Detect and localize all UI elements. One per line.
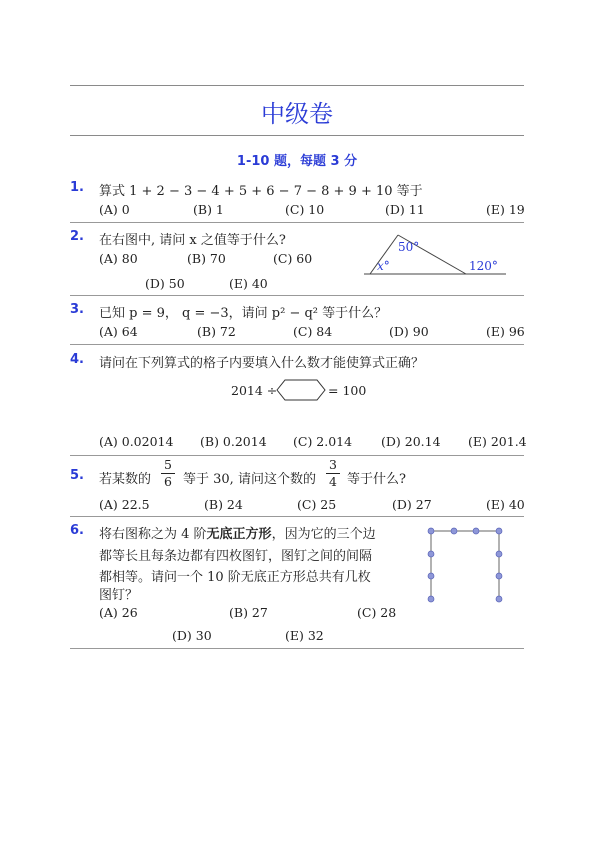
q4-option-b: (B) 0.2014 (200, 434, 267, 449)
q4-equation-right: = 100 (328, 383, 367, 398)
q1-text: 算式 1 + 2 − 3 − 4 + 5 + 6 − 7 − 8 + 9 + 10 等于 (99, 184, 423, 199)
page-title: 中级卷 (261, 100, 333, 128)
q3-option-a: (A) 64 (99, 324, 138, 339)
q1-option-d: (D) 11 (385, 202, 425, 217)
q1-option-a: (A) 0 (99, 202, 130, 217)
q6-number: 6. (70, 523, 84, 538)
title-rule (70, 135, 524, 136)
fraction-denominator: 4 (329, 474, 337, 489)
q6-line-4: 图钉？ (99, 588, 139, 603)
angle-x-label: x° (377, 259, 390, 273)
q5-option-b: (B) 24 (204, 497, 243, 512)
separator (70, 344, 524, 345)
q2-number: 2. (70, 229, 84, 244)
q3-text: 已知 p = 9， q = −3，请问 p² − q² 等于什么？ (99, 306, 388, 321)
q4-number: 4. (70, 352, 84, 367)
q1-option-c: (C) 10 (285, 202, 325, 217)
fraction-numerator: 3 (329, 457, 337, 472)
triangle-figure (362, 228, 522, 288)
q3-option-b: (B) 72 (197, 324, 236, 339)
q1-number: 1. (70, 180, 84, 195)
section-header: 1-10 题，每题 3 分 (236, 154, 358, 169)
q6-term-bold: 无底正方形 (206, 527, 272, 542)
separator (70, 295, 524, 296)
answer-box (276, 379, 326, 401)
pin-dot (428, 528, 434, 534)
q5-text-b: 等于 30, 请问这个数的 (183, 472, 316, 487)
separator (70, 222, 524, 223)
q4-text: 请问在下列算式的格子内要填入什么数才能使算式正确？ (99, 356, 425, 371)
separator (70, 455, 524, 456)
pin-dot (451, 528, 457, 534)
q6-line-3: 都相等。请问一个 10 阶无底正方形总共有几枚 (99, 570, 371, 585)
q5-option-c: (C) 25 (297, 497, 337, 512)
q2-option-b: (B) 70 (187, 251, 226, 266)
q6-option-b: (B) 27 (229, 605, 268, 620)
q6-option-a: (A) 26 (99, 605, 138, 620)
q6-line-1 (99, 523, 376, 542)
q6-option-d: (D) 30 (172, 628, 212, 643)
q2-option-c: (C) 60 (273, 251, 313, 266)
q1-option-e: (E) 19 (486, 202, 525, 217)
q3-option-e: (E) 96 (486, 324, 525, 339)
bottomless-square-figure (420, 522, 510, 612)
q2-option-e: (E) 40 (229, 276, 268, 291)
pin-dot (496, 573, 502, 579)
pin-dot (428, 551, 434, 557)
q5-option-a: (A) 22.5 (99, 497, 150, 512)
q6-option-e: (E) 32 (285, 628, 324, 643)
q6-line-1-end: ，因为它的三个边 (271, 527, 376, 542)
q4-option-e: (E) 201.4 (468, 434, 527, 449)
q4-option-d: (D) 20.14 (381, 434, 441, 449)
q4-option-c: (C) 2.014 (293, 434, 353, 449)
bottom-rule (70, 648, 524, 649)
q6-line-1-start: 将右图称之为 4 阶 (99, 527, 207, 542)
q5-fraction-2 (326, 458, 340, 489)
q5-option-d: (D) 27 (392, 497, 432, 512)
q1-option-b: (B) 1 (193, 202, 224, 217)
q5-fraction-1 (161, 458, 175, 489)
q3-number: 3. (70, 302, 84, 317)
q2-text: 在右图中, 请问 x 之值等于什么? (99, 233, 286, 248)
q4-equation-left: 2014 ÷ (231, 383, 278, 398)
pin-dot (473, 528, 479, 534)
q3-option-c: (C) 84 (293, 324, 333, 339)
pin-dot (496, 528, 502, 534)
q5-text-a: 若某数的 (99, 472, 152, 487)
q5-text-c: 等于什么? (347, 472, 406, 487)
angle-120-label: 120° (469, 259, 498, 273)
angle-50-label: 50° (398, 240, 420, 254)
top-rule (70, 85, 524, 86)
q5-number: 5. (70, 468, 84, 483)
pin-dot (496, 551, 502, 557)
fraction-denominator: 6 (164, 474, 172, 489)
separator (70, 516, 524, 517)
fraction-numerator: 5 (164, 457, 172, 472)
q5-option-e: (E) 40 (486, 497, 525, 512)
q6-line-2: 都等长且每条边都有四枚图钉，图钉之间的间隔 (99, 549, 373, 564)
q6-option-c: (C) 28 (357, 605, 397, 620)
q3-option-d: (D) 90 (389, 324, 429, 339)
pin-dot (496, 596, 502, 602)
pin-dot (428, 596, 434, 602)
q2-option-d: (D) 50 (145, 276, 185, 291)
q4-option-a: (A) 0.02014 (99, 434, 174, 449)
q2-option-a: (A) 80 (99, 251, 138, 266)
pin-dot (428, 573, 434, 579)
